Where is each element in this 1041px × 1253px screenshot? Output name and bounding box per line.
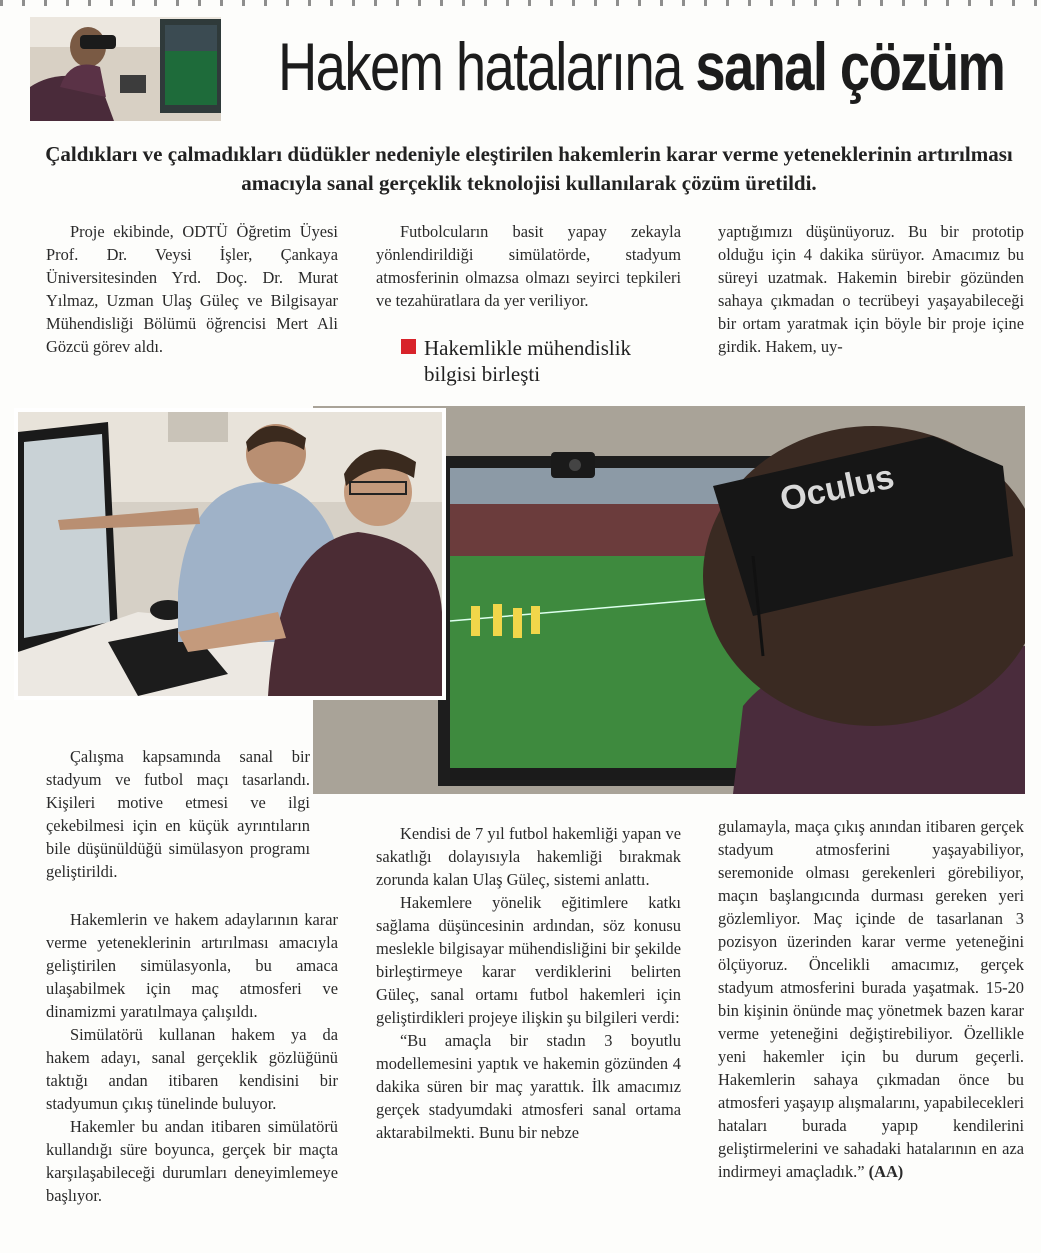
lead-paragraph: Çaldıkları ve çalmadıkları düdükler nedeniyle eleştirilen hakemlerin karar verme yeteneklerinin artırılması amacıyla sanal gerçeklik teknolojisi kullanılarak çözüm üretildi. [45,142,1013,195]
paragraph-text: gulamayla, maça çıkış anından itibaren gerçek stadyum atmosferini yaşayabiliyor, seremonide olması gerekenleri görebiliyor, maçın başlangıcında durması gereken yeri gözlemliyor. Maç içinde de tasarlanan 3 pozisyon üzerinden karar verme yeteneğini ölçüyoruz. Öncelikli amacımız, gerçek stadyum atmosferini burada yaşatmak. 15-20 bin kişinin önünde maç yönetmek bazen karar verme yeteneğini değiştirebiliyor. Özellikle yeni hakemler için bu durum geçerli. Hakemlerin sahaya çıkmadan önce bu atmosferi yaşayıp alışmalarını, yapabilecekleri hataları burada yapıp kendilerini geliştirmelerini ve sahadaki hatalarının en aza indirmeyi amaçladık.” [718,817,1024,1181]
paragraph: Hakemlerin ve hakem adaylarının karar verme yeteneklerinin artırılması amacıyla geliştirilen simülasyonla, bu amaca ulaşabilmek için maç atmosferi ve dinamizmi yaratılmaya çalışıldı. [46,910,338,1021]
column-1-bottom-wrap [46,745,310,883]
paragraph: Futbolcuların basit yapay zekayla yönlendirildiği simülatörde, stadyum atmosferinin olmazsa olmazı seyirci tepkileri ve tezahüratlara da yer veriliyor. [376,222,681,310]
paragraph: yaptığımızı düşünüyoruz. Bu bir prototip olduğu için 4 dakika sürüyor. Amacımız bu süreyi uzatmak. Hakemin birebir gözünden sahaya çıkmadan o tecrübeyi yaşayabileceği bir ortam yaratmak için böyle bir proje içine girdik. Hakem, uy- [718,222,1024,356]
subheading [401,335,701,387]
paragraph: Kendisi de 7 yıl futbol hakemliği yapan ve sakatlığı dolayısıyla hakemliği bırakmak zorunda kalan Ulaş Güleç, sistemi anlattı. [376,824,681,889]
column-3-bottom [718,815,1024,1183]
thumbnail-photo [30,17,221,121]
subheading-line-2: bilgisi birleşti [424,362,541,386]
column-2-bottom [376,822,681,1144]
headset-brand-text: Oculus [776,457,898,519]
column-3-top [718,220,1024,358]
paragraph: Simülatörü kullanan hakem ya da hakem adayı, sanal gerçeklik gözlüğünü taktığı andan itibaren kendisini bir stadyumun çıkış tünelinde buluyor. [46,1025,338,1113]
headline-light: Hakem hatalarına [278,29,682,105]
students-photo [18,412,442,696]
source-credit: (AA) [868,1162,904,1181]
headline [278,22,1005,114]
column-1-bottom [46,908,338,1207]
paragraph: Hakemlere yönelik eğitimlere katkı sağlama düşüncesinin ardından, söz konusu meslekle bilgisayar mühendisliğini bir şekilde birleştirmeye karar verdiklerini belirten Güleç, sanal ortamı futbol hakemleri için geliştirdikleri projeye ilişkin şu bilgileri verdi: [376,893,681,1027]
column-2-top [376,220,681,312]
subheading-line-1: Hakemlikle mühendislik [424,336,632,360]
paragraph: Hakemler bu andan itibaren simülatörü kullandığı süre boyunca, gerçek bir maçta karşılaşabileceği durumları deneyimlemeye başlıyor. [46,1117,338,1205]
headline-bold: sanal çözüm [695,29,1005,105]
paragraph [718,815,1024,1183]
paragraph: Proje ekibinde, ODTÜ Öğretim Üyesi Prof. Dr. Veysi İşler, Çankaya Üniversitesinden Yrd. Doç. Dr. Murat Yılmaz, Uzman Ulaş Güleç ve Bilgisayar Mühendisliği Bölümü öğrencisi Mert Ali Gözcü görev aldı. [46,222,338,356]
paragraph: “Bu amaçla bir stadın 3 boyutlu modellemesini yaptık ve hakemin gözünden 4 dakika süren bir maç yarattık. İlk amacımız gerçek stadyumdaki atmosferi sanal ortama aktarabilmekti. Bunu bir nebze [376,1031,681,1142]
column-1-top [46,220,338,358]
paragraph: Çalışma kapsamında sanal bir stadyum ve futbol maçı tasarlandı. Kişileri motive etmesi ve ilgi çekebilmesi için en küçük ayrıntıların bile düşünüldüğü simülasyon programı geliştirildi. [46,747,310,881]
red-square-bullet [401,339,416,354]
page-top-rule [0,0,1041,6]
